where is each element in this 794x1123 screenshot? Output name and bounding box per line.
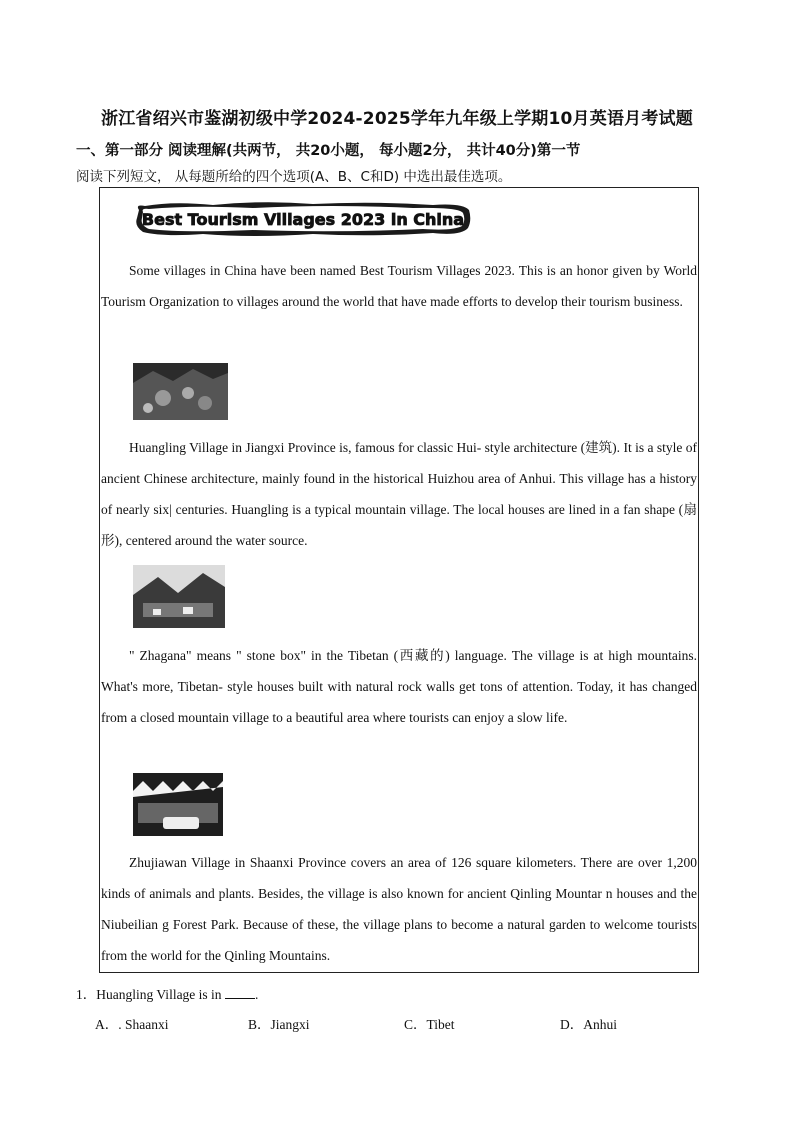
paragraph-zhagana: " Zhagana" means " stone box" in the Tibetan (西藏的) language. The village is at high mountains. What's more, Tibetan- style houses built with natural rock walls get tons of attention. Today, it has changed from a closed mountain village to a beautiful area where tourists can enjoy a slow life.: [101, 648, 697, 725]
option-d[interactable]: D．Anhui: [560, 1017, 617, 1032]
paragraph-zhujiawan: Zhujiawan Village in Shaanxi Province covers an area of 126 square kilometers. There are over 1,200 kinds of animals and plants. Besides, the village is also known for ancient Qinling Mountar n houses and the Niubeilian g Forest Park. Because of these, the village plans to become a natural garden to welcome tourists from the world for the Qinling Mountains.: [101, 855, 697, 963]
huangling-photo: [133, 363, 228, 420]
option-c[interactable]: C．Tibet: [404, 1017, 455, 1032]
question-1-stem: 1．Huangling Village is in .: [76, 987, 259, 1002]
section-heading: 一、第一部分 阅读理解(共两节， 共20小题， 每小题2分， 共计40分)第一节: [76, 143, 581, 159]
zhagana-photo: [133, 565, 225, 628]
instruction-text: 阅读下列短文， 从每题所给的四个选项(A、B、C和D) 中选出最佳选项。: [76, 169, 512, 185]
answer-blank: [225, 986, 255, 999]
paragraph-intro: Some villages in China have been named Best Tourism Villages 2023. This is an honor given by World Tourism Organization to villages around the world that have made efforts to develop their tourism business.: [101, 263, 697, 309]
banner-title-text: Best Tourism Villages 2023 in China: [141, 210, 465, 229]
document-title: 浙江省绍兴市鉴湖初级中学2024-2025学年九年级上学期10月英语月考试题: [101, 109, 693, 129]
option-a[interactable]: A．. Shaanxi: [95, 1017, 169, 1032]
option-b[interactable]: B．Jiangxi: [248, 1017, 310, 1032]
banner-title-image: [133, 200, 473, 238]
zhujiawan-photo: [133, 773, 223, 836]
paragraph-huangling: Huangling Village in Jiangxi Province is, famous for classic Hui- style architecture (建筑). It is a style of ancient Chinese architecture, mainly found in the historical Huizhou area of Anhui. This village has a history of nearly six| centuries. Huangling is a typical mountain village. The local houses are lined in a fan shape (扇形), centered around the water source.: [101, 440, 697, 548]
